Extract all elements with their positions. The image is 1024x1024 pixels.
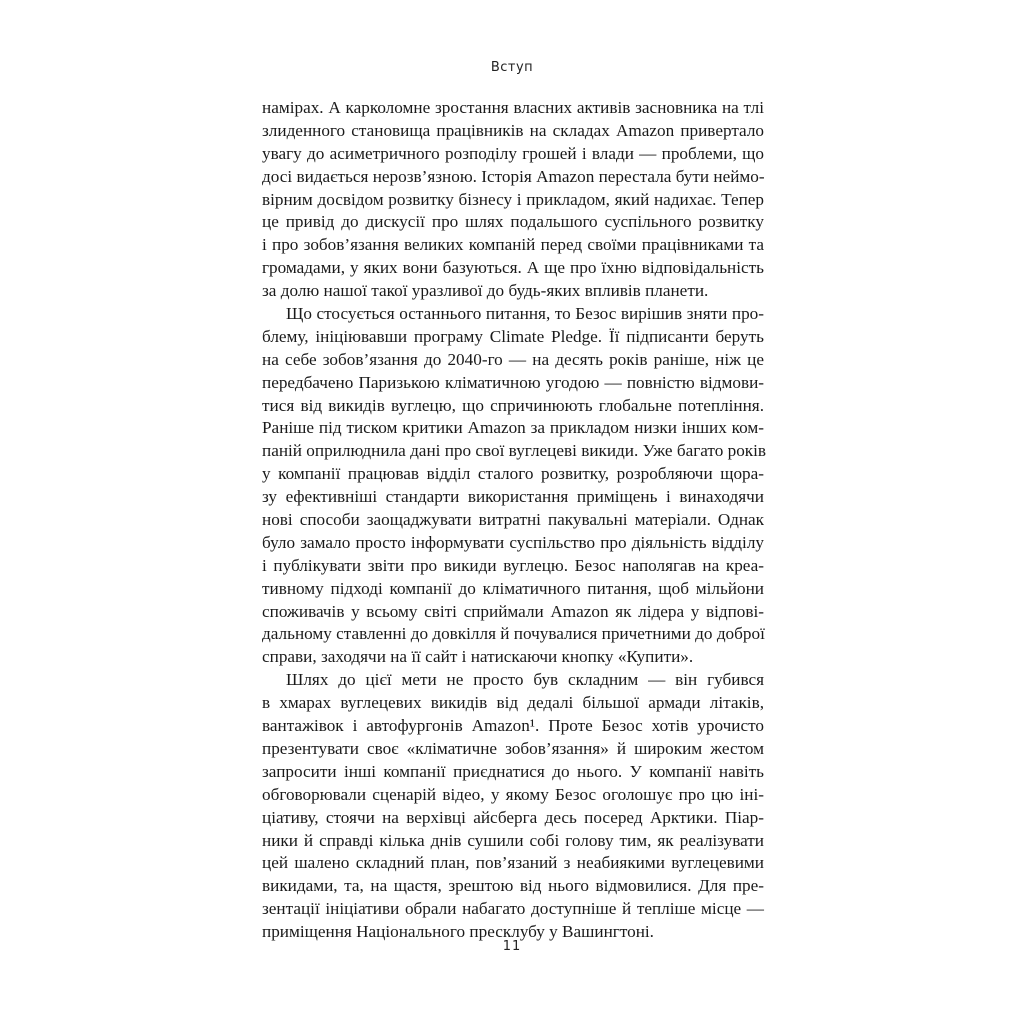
text-line: ники й справді кілька днів сушили собі голову тим, як реалізувати [262,830,764,850]
text-line: на себе зобов’язання до 2040-го — на десять років раніше, ніж це [262,349,764,369]
text-line: викидами, та, на щастя, зрештою від нього відмовилися. Для пре- [262,876,764,896]
text-line: паній оприлюднила дані про свої вуглецеві викиди. Уже багато років [262,441,767,461]
text-line: тися від викидів вуглецю, що спричинюють глобальне потепління. [262,395,764,415]
text-line: передбачено Паризькою кліматичною угодою — повністю відмови- [262,372,764,392]
text-line: дальному ставленні до довкілля й почувалися причетними до доброї [262,624,765,644]
text-line: ціативу, стоячи на верхівці айсберга десь посеред Арктики. Піар- [262,807,764,827]
text-line: намірах. А карколомне зростання власних активів засновника на тлі [262,98,764,117]
text-line: Шлях до цієї мети не просто був складним — він губився [286,670,764,690]
text-line: споживачів у всьому світі сприймали Amazon як лідера у відпові- [262,601,764,621]
text-line: зентації ініціативи обрали набагато доступніше й тепліше місце — [262,899,764,919]
text-line: презентувати своє «кліматичне зобов’язання» й широким жестом [262,738,764,758]
body-text [262,97,767,944]
text-line: запросити інші компанії приєднатися до нього. У компанії навіть [262,761,764,781]
text-line: обговорювали сценарій відео, у якому Безос оголошує про цю іні- [262,784,764,804]
text-line: і публікувати звіти про викиди вуглецю. Безос наполягав на креа- [262,555,764,575]
text-line: увагу до асиметричного розподілу грошей і влади — проблеми, що [262,143,764,163]
text-line: досі видається нерозв’язною. Історія Amazon перестала бути неймо- [262,166,765,186]
paragraph-3 [262,669,764,944]
paragraph-1 [262,97,764,303]
text-line: в хмарах вуглецевих викидів від дедалі більшої армади літаків, [262,693,764,713]
text-line: нові способи заощаджувати витратні пакувальні матеріали. Однак [262,510,764,530]
text-line: блему, ініціювавши програму Climate Pledge. Її підписанти беруть [262,326,764,346]
text-line: Що стосується останнього питання, то Безос вирішив зняти про- [286,304,764,324]
text-line: за долю нашої такої уразливої до будь-яких впливів планети. [262,281,709,301]
text-line: зу ефективніші стандарти використання приміщень і винаходячи [262,487,764,507]
text-line: громадами, у яких вони базуються. А ще про їхню відповідальність [262,258,764,278]
text-line: тивному підході компанії до кліматичного питання, щоб мільйони [262,578,764,598]
text-line: і про зобов’язання великих компаній перед своїми працівниками та [262,235,764,255]
text-line: цей шалено складний план, пов’язаний з неабиякими вуглецевими [262,853,764,873]
page-number: 11 [502,939,522,954]
text-line: у компанії працював відділ сталого розвитку, розробляючи щора- [262,464,764,484]
paragraph-2 [262,303,767,669]
text-line: Раніше під тиском критики Amazon за прикладом низки інших ком- [262,418,764,438]
running-head: Вступ [490,60,534,75]
text-line: це привід до дискусії про шлях подальшого суспільного розвитку [262,212,764,232]
text-line: справи, заходячи на її сайт і натискаючи кнопку «Купити». [262,647,694,667]
text-line: вантажівок і автофургонів Amazon¹. Проте Безос хотів урочисто [262,716,764,736]
text-line: злиденного становища працівників на складах Amazon привертало [262,120,764,140]
text-line: вірним досвідом розвитку бізнесу і прикладом, який надихає. Тепер [262,189,764,209]
text-line: було замало просто інформувати суспільство про діяльність відділу [262,532,764,552]
text-line: приміщення Національного пресклубу у Вашингтоні. [262,922,654,942]
